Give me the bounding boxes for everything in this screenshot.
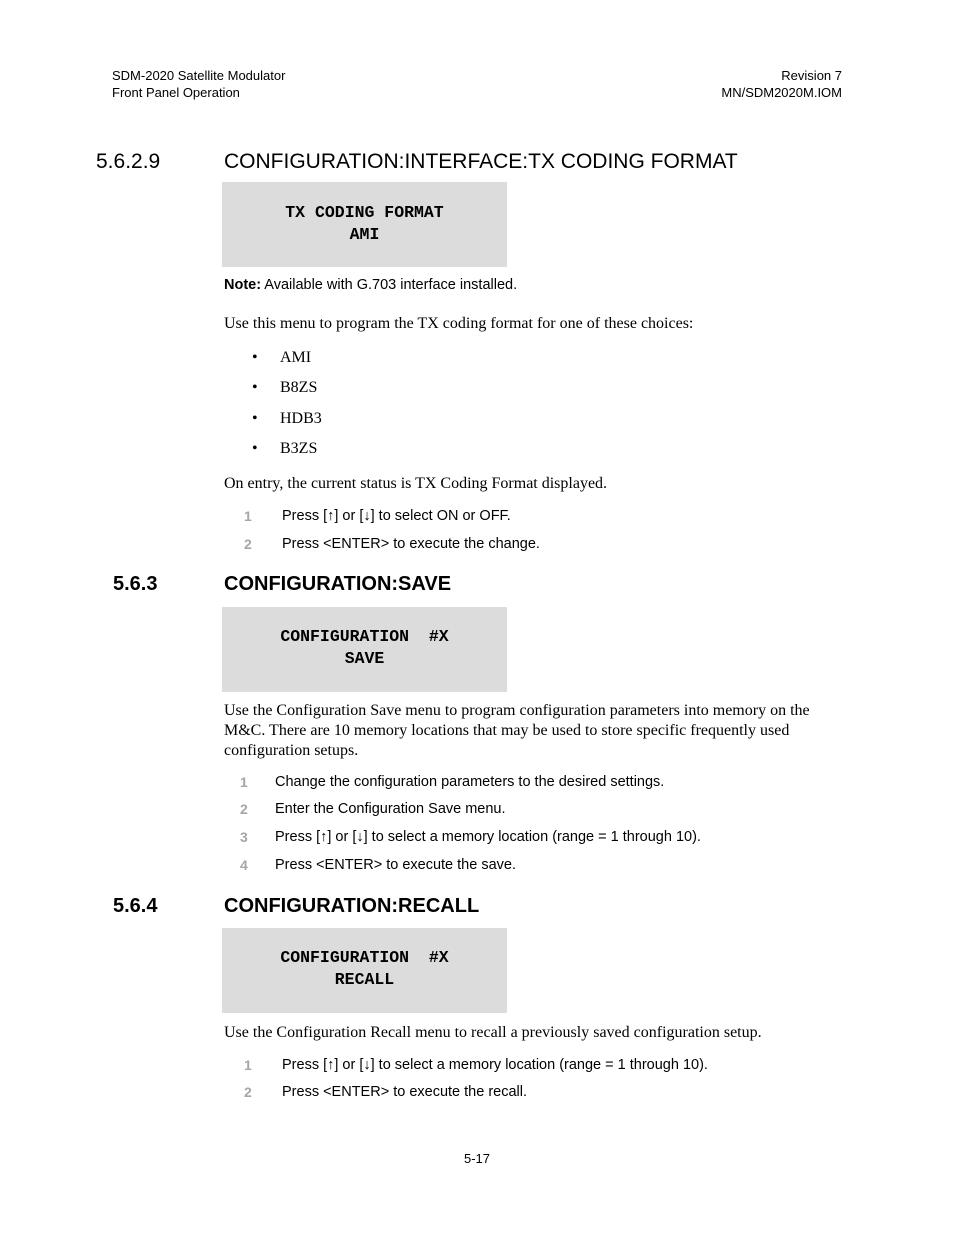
step-text: Press [↑] or [↓] to select a memory location (range = 1 through 10).	[282, 1057, 708, 1073]
paragraph: Use this menu to program the TX coding format for one of these choices:	[224, 315, 694, 332]
step-number: 2	[244, 536, 252, 552]
lcd-display	[222, 607, 507, 692]
lcd-line-1: CONFIGURATION #X	[280, 627, 449, 646]
step-number: 2	[240, 801, 248, 817]
paragraph: Use the Configuration Save menu to program configuration parameters into memory on the M&C. There are 10 memory locations that may be used to store specific frequently used configuration setups.	[224, 702, 810, 759]
step-text: Press [↑] or [↓] to select a memory location (range = 1 through 10).	[275, 829, 701, 845]
paragraph: On entry, the current status is TX Coding Format displayed.	[224, 475, 608, 492]
section-number: 5.6.4	[113, 895, 158, 917]
note-text: Available with G.703 interface installed.	[261, 277, 518, 293]
step-text: Enter the Configuration Save menu.	[275, 801, 506, 817]
step-text: Press [↑] or [↓] to select ON or OFF.	[282, 508, 511, 524]
section-title: CONFIGURATION:RECALL	[224, 895, 480, 917]
section-number: 5.6.3	[113, 573, 158, 595]
document-title: SDM-2020 Satellite Modulator	[112, 68, 286, 83]
paragraph: Use the Configuration Recall menu to recall a previously saved configuration setup.	[224, 1024, 762, 1041]
step-number: 1	[244, 1057, 252, 1073]
lcd-line-2: SAVE	[344, 649, 385, 668]
lcd-display	[222, 182, 507, 267]
step-number: 4	[240, 857, 248, 873]
step-number: 3	[240, 829, 248, 845]
note	[224, 277, 517, 293]
list-item: • B8ZS	[252, 379, 318, 396]
section-number: 5.6.2.9	[96, 150, 161, 173]
section-title: CONFIGURATION:SAVE	[224, 573, 452, 595]
running-header-left	[112, 67, 285, 101]
lcd-line-1: TX CODING FORMAT	[285, 203, 444, 222]
list-item: • B3ZS	[252, 440, 318, 457]
list-item: • AMI	[252, 349, 312, 366]
step-number: 1	[244, 508, 252, 524]
page-number: 5-17	[463, 1151, 491, 1166]
running-header-right	[721, 67, 842, 101]
list-item: • HDB3	[252, 410, 322, 427]
step-number: 2	[244, 1084, 252, 1100]
chapter-title: Front Panel Operation	[112, 85, 240, 100]
step-text: Press <ENTER> to execute the save.	[275, 857, 516, 873]
revision: Revision 7	[781, 68, 842, 83]
step-text: Change the configuration parameters to the desired settings.	[275, 774, 665, 790]
lcd-display	[222, 928, 507, 1013]
lcd-line-2: RECALL	[334, 970, 395, 989]
lcd-line-1: CONFIGURATION #X	[280, 948, 449, 967]
document-number: MN/SDM2020M.IOM	[721, 85, 842, 100]
step-text: Press <ENTER> to execute the change.	[282, 536, 540, 552]
step-number: 1	[240, 774, 248, 790]
section-title: CONFIGURATION:INTERFACE:TX CODING FORMAT	[224, 150, 738, 173]
note-label: Note:	[224, 277, 262, 293]
step-text: Press <ENTER> to execute the recall.	[282, 1084, 527, 1100]
lcd-line-2: AMI	[349, 225, 380, 244]
